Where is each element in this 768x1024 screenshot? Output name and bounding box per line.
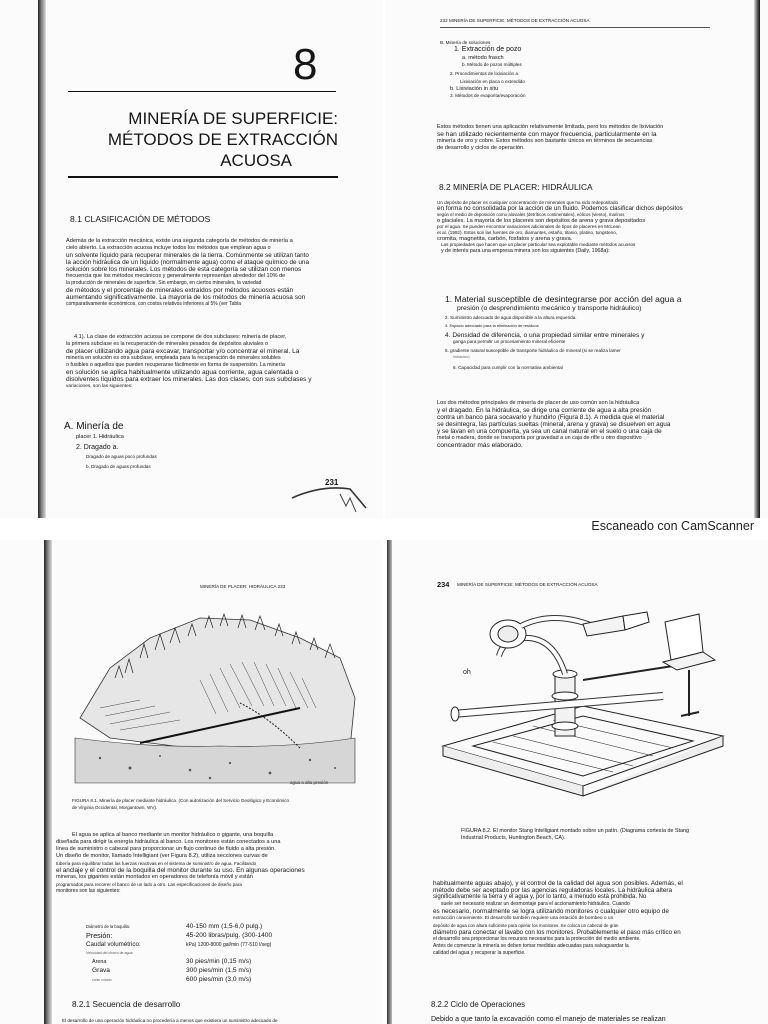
outline-item: 3. Métodos de evaporita/evaporación bbox=[450, 92, 526, 98]
text-line: habitualmente aguas abajo), y el control de la calidad del agua son posibles. Además, el bbox=[433, 880, 683, 887]
page-spine-shadow bbox=[387, 540, 392, 1024]
spec-label: Velocidad del chorro de agua bbox=[86, 951, 133, 955]
text-line: tubería para equilibrar todas las fuerzas reactivas en el sistema de suministro de agua. Facilitando bbox=[56, 861, 257, 866]
text-line-cut: Debido a que tanto la excavación como el manejo de materiales se realizan bbox=[431, 1016, 666, 1023]
outline-a-2-a: Dragado de aguas poco profundas bbox=[86, 454, 157, 459]
text-line: frecuencia que los métodos mecánicos y generalmente representan alrededor del 10% de bbox=[66, 273, 286, 279]
page-234 bbox=[385, 540, 768, 1024]
spec-row bbox=[86, 949, 326, 957]
chapter-rule-top bbox=[68, 91, 336, 92]
scan-smudge bbox=[290, 480, 370, 514]
text-line: se desintegra, las partículas sueltas (mineral, arena y grava) se disuelven en agua bbox=[437, 421, 671, 428]
text-line: suele ser necesario realizar un desmontaje para el accionamiento hidráulico. Cuando bbox=[441, 901, 630, 907]
outline-item: Lixiviación en placa o extendido bbox=[460, 78, 525, 84]
text-line: contra un banco para socavarlo y hundirlo (Figura 8.1). A medida que el material bbox=[437, 414, 665, 421]
text-line: concentrador más elaborado. bbox=[437, 442, 523, 449]
text-line: comparativamente económicos, con costos relativos inferiores al 5% (ver Tabla bbox=[66, 301, 241, 307]
text-line: Además de la extracción mecánica, existe una segunda categoría de métodos de minería a bbox=[66, 238, 293, 244]
spec-row bbox=[86, 975, 326, 984]
outline-a-1: placer 1. Hidráulica bbox=[76, 434, 124, 440]
spec-label: Arena bbox=[92, 958, 107, 965]
text-line: calidad del agua y recuperar la superficie. bbox=[433, 950, 526, 956]
page-number: 231 bbox=[325, 478, 339, 487]
text-line: disolventes líquidos para extraer los minerales. Las dos clases, con sus subclases y bbox=[66, 376, 312, 383]
figure-8-1-hydraulic-mining-illustration bbox=[70, 598, 360, 788]
page-spine-shadow bbox=[44, 540, 52, 1024]
spec-label: Diámetro de la boquilla: bbox=[86, 924, 130, 929]
text-line: significativamente la tierra y el agua y, por lo tanto, a menudo está prohibida. No bbox=[433, 894, 647, 900]
chapter-title bbox=[88, 108, 338, 171]
text-line: en forma no consolidada por la acción de un fluido. Podemos clasificar dichos depósitos bbox=[437, 205, 683, 212]
list-item: 1. Material susceptible de desintegrarse por acción del agua a bbox=[445, 294, 682, 304]
spec-row bbox=[86, 940, 326, 949]
text-line: la producción de minerales de superficie. Sin embargo, en ciertos minerales, la variedad bbox=[66, 280, 262, 286]
text-line: y el dragado. En la hidráulica, se dirige una corriente de agua a alta presión bbox=[437, 407, 652, 414]
list-item: 6. Capacidad para cumplir con la normativa ambiental bbox=[453, 365, 563, 370]
caption-line: FIGURA 8.2. El monitor Stang Intelligiant montado sobre un patín. (Diagrama cortesía de Stang bbox=[461, 828, 690, 834]
outline-item: b. Método de pozos múltiples bbox=[462, 61, 522, 67]
outline-item: 2. Procedimientos de lixiviación a. bbox=[450, 70, 520, 76]
spec-row bbox=[86, 957, 326, 966]
text-line: solución sobre los minerales. Los métodos de esta categoría se utilizan con menos bbox=[66, 266, 302, 273]
subsection-heading-8-2-1: 8.2.1 Secuencia de desarrollo bbox=[72, 1000, 181, 1009]
text-line: depósito de agua con altura suficiente para operar los monitores. Se coloca un cabezal de gran bbox=[433, 923, 619, 928]
figure-8-1-caption bbox=[72, 798, 289, 811]
text-line: de placer utilizando agua para excavar, transportar y/o concentrar el mineral. La bbox=[66, 348, 300, 355]
chapter-number: 8 bbox=[293, 40, 318, 89]
text-line: 4.1). La clase de extracción acuosa se compone de dos subclases: minería de placer, bbox=[74, 334, 287, 340]
text-line: o glaciales. La mayoría de los placeres son depósitos de arena y grava depositados bbox=[437, 218, 646, 224]
spec-label: Grava bbox=[92, 967, 110, 974]
scanner-watermark: Escaneado con CamScanner bbox=[591, 519, 754, 533]
running-header: MINERÍA DE PLACER: HIDRÁULICA 233 bbox=[200, 584, 286, 589]
outline-a-2-b: b. Dragado de aguas profundas bbox=[86, 464, 151, 469]
text-line: cielo abierto. La extracción acuosa incluye todos los métodos que emplean agua o bbox=[66, 245, 271, 251]
text-line: de métodos y el porcentaje de minerales extraídos por métodos acuosos están bbox=[66, 287, 294, 294]
section-heading-8-1: 8.1 CLASIFICACIÓN DE MÉTODOS bbox=[70, 214, 211, 224]
page-232 bbox=[385, 0, 768, 518]
spec-value: 300 pies/min (1,5 m/s) bbox=[186, 967, 252, 974]
chapter-rule-bottom bbox=[68, 176, 338, 178]
text-line: línea de suministro o cabezal para proporcionar un flujo continuo de fluido a alta presión. bbox=[56, 846, 276, 852]
spec-label: canto rodado bbox=[92, 977, 112, 982]
spec-value: kPa) 1200-8000 gal/min (77-510 l/seg) bbox=[186, 941, 272, 948]
figure-8-2-caption bbox=[461, 828, 689, 843]
text-line: Los dos métodos principales de minería de placer de uso común son la hidráulica bbox=[437, 400, 640, 406]
list-item: presión (o desprendimiento mecánico y transporte hidráulico) bbox=[457, 305, 642, 312]
text-line: por el agua. Se pueden encontrar variaciones adicionales de tipos de placeres en McLean bbox=[437, 224, 621, 229]
paragraph-development bbox=[433, 880, 753, 957]
spec-value: 45-200 libras/pulg. (300-1400 bbox=[186, 932, 273, 939]
text-line: en solución se aplica habitualmente utilizando agua corriente, agua calentada o bbox=[66, 369, 299, 376]
text-line: la primera subclase es la recuperación de minerales pesados de depósitos aluviales o bbox=[66, 341, 268, 347]
text-line: Un diseño de monitor, llamado Intelligiant (ver Figura 8.2), utiliza secciones curvas de bbox=[56, 853, 268, 859]
outline-item: 1. Extracción de pozo bbox=[454, 46, 522, 53]
text-line-cut: El desarrollo de una operación hidráulica no procedería a menos que existiera un suministro adecuado de bbox=[62, 1018, 278, 1023]
paragraph-monitors bbox=[56, 832, 356, 895]
figure-8-2-monitor-on-skid bbox=[433, 596, 733, 806]
outline-a: A. Minería de bbox=[64, 421, 124, 432]
text-line: se han utilizado recientemente con mayor frecuencia, particularmente en la bbox=[437, 131, 657, 138]
placer-properties-list bbox=[445, 294, 745, 371]
text-line: método debe ser aceptado por las agencias reguladoras locales. La hidráulica altera bbox=[433, 887, 673, 894]
page-231 bbox=[0, 0, 383, 518]
list-item: hidráulico) bbox=[453, 355, 470, 359]
text-line: un solvente líquido para recuperar minerales de la tierra. Comúnmente se utilizan tanto bbox=[66, 252, 309, 259]
text-line: o fusibles o aquellos que pueden recuperarse fácilmente en forma de suspensión. La minería bbox=[66, 362, 285, 368]
text-line: y de interés para una empresa minera son los siguientes (Daily, 1968a): bbox=[441, 248, 610, 254]
spec-label: Presión: bbox=[86, 931, 113, 940]
paragraph-placer bbox=[437, 200, 737, 254]
text-line: cromita, magnetita, carbón, fosfatos y arena y grava. bbox=[437, 236, 573, 242]
spec-value: 600 pies/min (3,0 m/s) bbox=[186, 976, 252, 983]
caption-line: de Virginia Occidental, Morgantown, WV). bbox=[72, 804, 158, 810]
text-line: El agua se aplica al banco mediante un monitor hidráulico o gigante, una boquilla bbox=[72, 832, 274, 838]
running-header: MINERÍA DE SUPERFICIE: MÉTODOS DE EXTRACCIÓN ACUOSA bbox=[457, 582, 598, 587]
outline-item: B. Minería de soluciones bbox=[440, 40, 491, 45]
text-line: y se lavan en una compuerta, ya sea un canal natural en el suelo o una caja de bbox=[437, 428, 662, 435]
chapter-title-line-3: ACUOSA bbox=[220, 151, 292, 170]
text-line: es necesario, normalmente se logra utilizando monitores o cualquier otro equipo de bbox=[433, 908, 669, 915]
outline-item: a. método frasch bbox=[462, 54, 504, 61]
header-rule bbox=[440, 27, 710, 28]
list-item: 2. Suministro adecuado de agua disponible a la altura requerida. bbox=[445, 315, 577, 320]
text-line: variaciones, son las siguientes: bbox=[66, 384, 133, 389]
text-line: Las propiedades que hacen que un placer particular sea explotable mediante métodos acuosos bbox=[441, 242, 636, 247]
outline-item: b. Lixiviación in situ bbox=[450, 85, 499, 92]
text-line: metal o madera, donde se transporta por gravedad a un caja de rifle u otro dispositivo bbox=[437, 435, 642, 441]
text-line: según el medio de deposición como aluviales (detríticos continentales), eólicos (viento), marinos bbox=[437, 212, 625, 217]
page-spine-shadow bbox=[38, 0, 46, 518]
spec-row bbox=[86, 966, 326, 975]
paragraph-intro bbox=[437, 124, 737, 152]
text-line: minería de oro y cobre. Estos métodos son bastante únicos en términos de secuencias bbox=[437, 138, 653, 144]
chapter-title-line-2: MÉTODOS DE EXTRACCIÓN bbox=[107, 130, 338, 149]
text-line: aumentando significativamente. La mayoría de los métodos de minería acuosa son bbox=[66, 294, 306, 301]
text-line: Antes de comenzar la minería se deben tomar medidas adecuadas para salvaguardar la bbox=[433, 943, 629, 949]
list-item: 5. gradiente natural susceptible de transporte hidráulico de mineral (si se realiza lamer bbox=[445, 348, 621, 353]
text-line: mineras, los gigantes están montados en operadores de telefonía móvil y están bbox=[56, 874, 253, 880]
list-item: 4. Densidad de diferencia, o una propiedad similar entre minerales y bbox=[445, 332, 645, 339]
spec-value: 30 pies/min (0,15 m/s) bbox=[186, 958, 252, 965]
chapter-title-line-1: MINERÍA DE SUPERFICIE: bbox=[128, 109, 338, 128]
subsection-heading-8-2-2: 8.2.2 Ciclo de Operaciones bbox=[431, 1000, 526, 1009]
list-item: 3. Espacio adecuado para la eliminación de residuos bbox=[445, 323, 539, 328]
monitor-spec-table bbox=[86, 922, 326, 984]
paragraph-intro bbox=[66, 238, 342, 308]
outline-a-2: 2. Dragado a. bbox=[76, 444, 119, 451]
text-line: de desarrollo y ciclos de operación. bbox=[437, 145, 525, 151]
spec-row bbox=[86, 931, 326, 940]
spec-label: Caudal volumétrico: bbox=[86, 941, 141, 948]
caption-line: FIGURA 8.1. Minería de placer mediante hidráulica. (Con autorización del Servicio Geológico y Económico bbox=[72, 798, 290, 803]
paragraph-methods bbox=[437, 400, 737, 449]
list-item: ganga para permitir un procesamiento mineral eficiente bbox=[453, 339, 566, 344]
solution-mining-outline bbox=[440, 40, 730, 99]
page-233 bbox=[0, 540, 383, 1024]
page-spine-shadow bbox=[754, 0, 760, 518]
text-line: programados para recorrer el banco de un lado a otro. Las especificaciones de diseño para bbox=[56, 882, 242, 887]
text-line: minería en solución es otra subclase, empleada para la recuperación de minerales solubles bbox=[66, 355, 281, 361]
text-line: Estos métodos tienen una aplicación relativamente limitada, pero los métodos de lixiviación bbox=[437, 124, 664, 130]
text-line: diámetro para conectar el lavabo con los monitores. Probablemente el paso más crítico en bbox=[433, 929, 681, 936]
spec-row bbox=[86, 922, 326, 931]
spec-value: 40-150 mm (1,5-6,0 pulg.) bbox=[186, 923, 263, 930]
figure-label: oh bbox=[463, 669, 471, 676]
section-heading-8-2: 8.2 MINERÍA DE PLACER: HIDRÁULICA bbox=[439, 182, 593, 192]
figure-inner-label: agua a alta presión bbox=[290, 780, 329, 785]
running-header: 232 MINERÍA DE SUPERFICIE: MÉTODOS DE EXTRACCIÓN ACUOSA bbox=[440, 18, 590, 23]
caption-line: Industrial Products, Huntington Beach, CA). bbox=[461, 835, 566, 842]
text-line: et al. (1992). Estos son las fuentes de oro, diamantes, estaño, titanio, platino, tungsteno, bbox=[437, 230, 618, 235]
text-line: Un depósito de placer es cualquier concentración de minerales que ha sido redepositado bbox=[437, 200, 619, 205]
text-line: diseñada para dirigir la energía hidráulica al banco. Los monitores están conectados a una bbox=[56, 839, 281, 845]
text-line: el anclaje y el control de la boquilla del monitor durante su uso. En algunas operaciones bbox=[56, 867, 305, 874]
text-line: monitores son las siguientes: bbox=[56, 888, 121, 894]
paragraph-classes bbox=[66, 334, 342, 390]
text-line: el desarrollo sea proporcionar los recursos necesarios para la protección del medio ambiente. bbox=[433, 936, 641, 942]
page-number: 234 bbox=[437, 580, 450, 589]
text-line: la acción hidráulica de un líquido (normalmente agua) como el ataque químico de una bbox=[66, 259, 309, 266]
text-line: extracción conveniente. El desarrollo también requiere una estación de bombeo o un bbox=[433, 916, 614, 921]
